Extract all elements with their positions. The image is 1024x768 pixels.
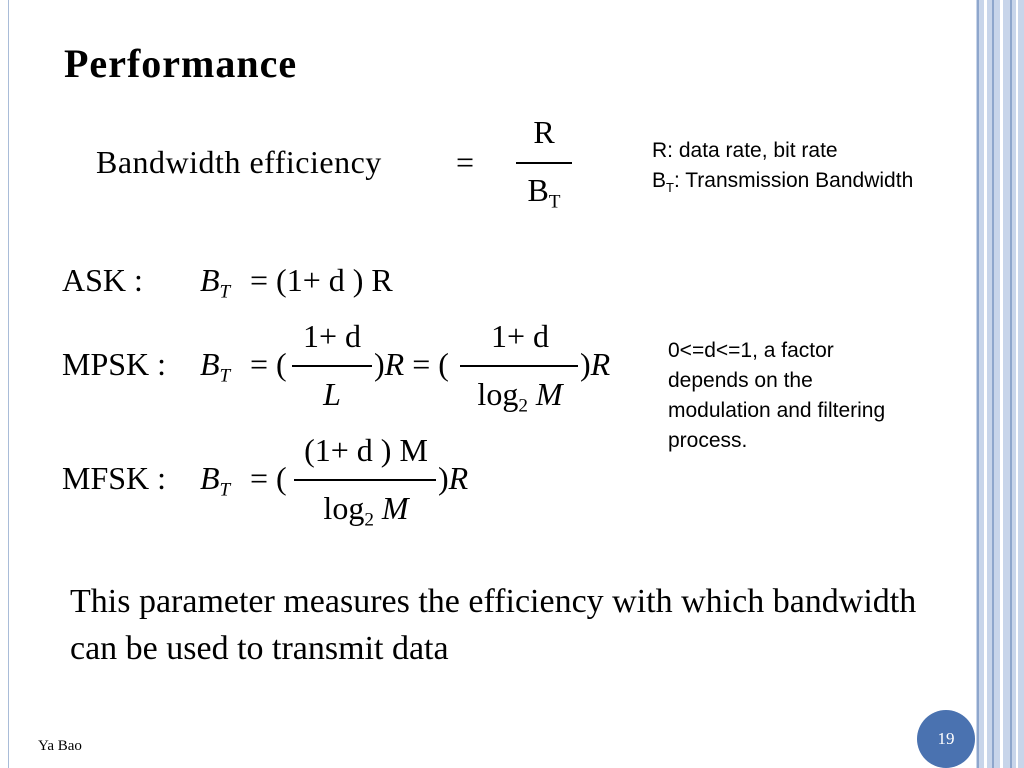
slide-title: Performance xyxy=(64,41,298,86)
mpsk-mid: )R = ( xyxy=(374,346,449,382)
bw-eq-numerator: R xyxy=(533,114,555,150)
mpsk-f1-num: 1+ d xyxy=(302,318,362,354)
mpsk-f1-den: L xyxy=(323,376,341,412)
left-frame-line xyxy=(8,0,9,768)
mfsk-bt: $B_T$ xyxy=(200,460,231,501)
rate-note-line2: $B_T$: Transmission Bandwidth xyxy=(652,169,914,196)
mfsk-label: MFSK : xyxy=(62,460,167,496)
ask-label: ASK : xyxy=(62,262,143,298)
right-frame-stripe xyxy=(1000,0,1003,768)
fraction-bar xyxy=(294,479,436,481)
fraction-bar xyxy=(516,162,572,164)
rate-note xyxy=(652,136,913,203)
right-frame-stripe xyxy=(1016,0,1018,768)
mpsk-end: )R xyxy=(580,346,611,382)
mpsk-label: MPSK : xyxy=(62,346,167,382)
mfsk-end: )R xyxy=(438,460,469,496)
bw-eq-lhs: Bandwidth efficiency xyxy=(96,144,382,180)
right-frame-stripe xyxy=(992,0,994,768)
mpsk-bt: $B_T$ xyxy=(200,346,231,387)
right-frame-stripe xyxy=(977,0,979,768)
bw-eq-denominator: $B_T$ xyxy=(527,172,561,213)
mpsk-f2-num: 1+ d xyxy=(490,318,550,354)
fraction-bar xyxy=(292,365,372,367)
right-frame-stripe xyxy=(984,0,987,768)
ask-bt: $B_T$ xyxy=(200,262,231,303)
bw-eq-equals: = xyxy=(456,144,475,180)
d-factor-note: 0<=d<=1, a factor depends on the modulation and filtering process. xyxy=(668,339,886,452)
description-paragraph: This parameter measures the efficiency with which bandwidth can be used to transmit data xyxy=(70,583,917,667)
mfsk-eq1: = ( xyxy=(250,460,287,496)
right-frame-stripe xyxy=(1010,0,1012,768)
rate-note-line1: R: data rate, bit rate xyxy=(652,139,838,162)
mpsk-f2-den: $\log_2 M$ xyxy=(477,376,563,417)
mpsk-eq1: = ( xyxy=(250,346,287,382)
mfsk-num: (1+ d ) M xyxy=(304,432,428,468)
mfsk-den: $\log_2 M$ xyxy=(323,490,409,531)
page-number-badge: 19 xyxy=(917,710,975,768)
author-footer: Ya Bao xyxy=(38,738,82,754)
fraction-bar xyxy=(460,365,578,367)
ask-rhs: = (1+ d ) R xyxy=(250,262,393,298)
